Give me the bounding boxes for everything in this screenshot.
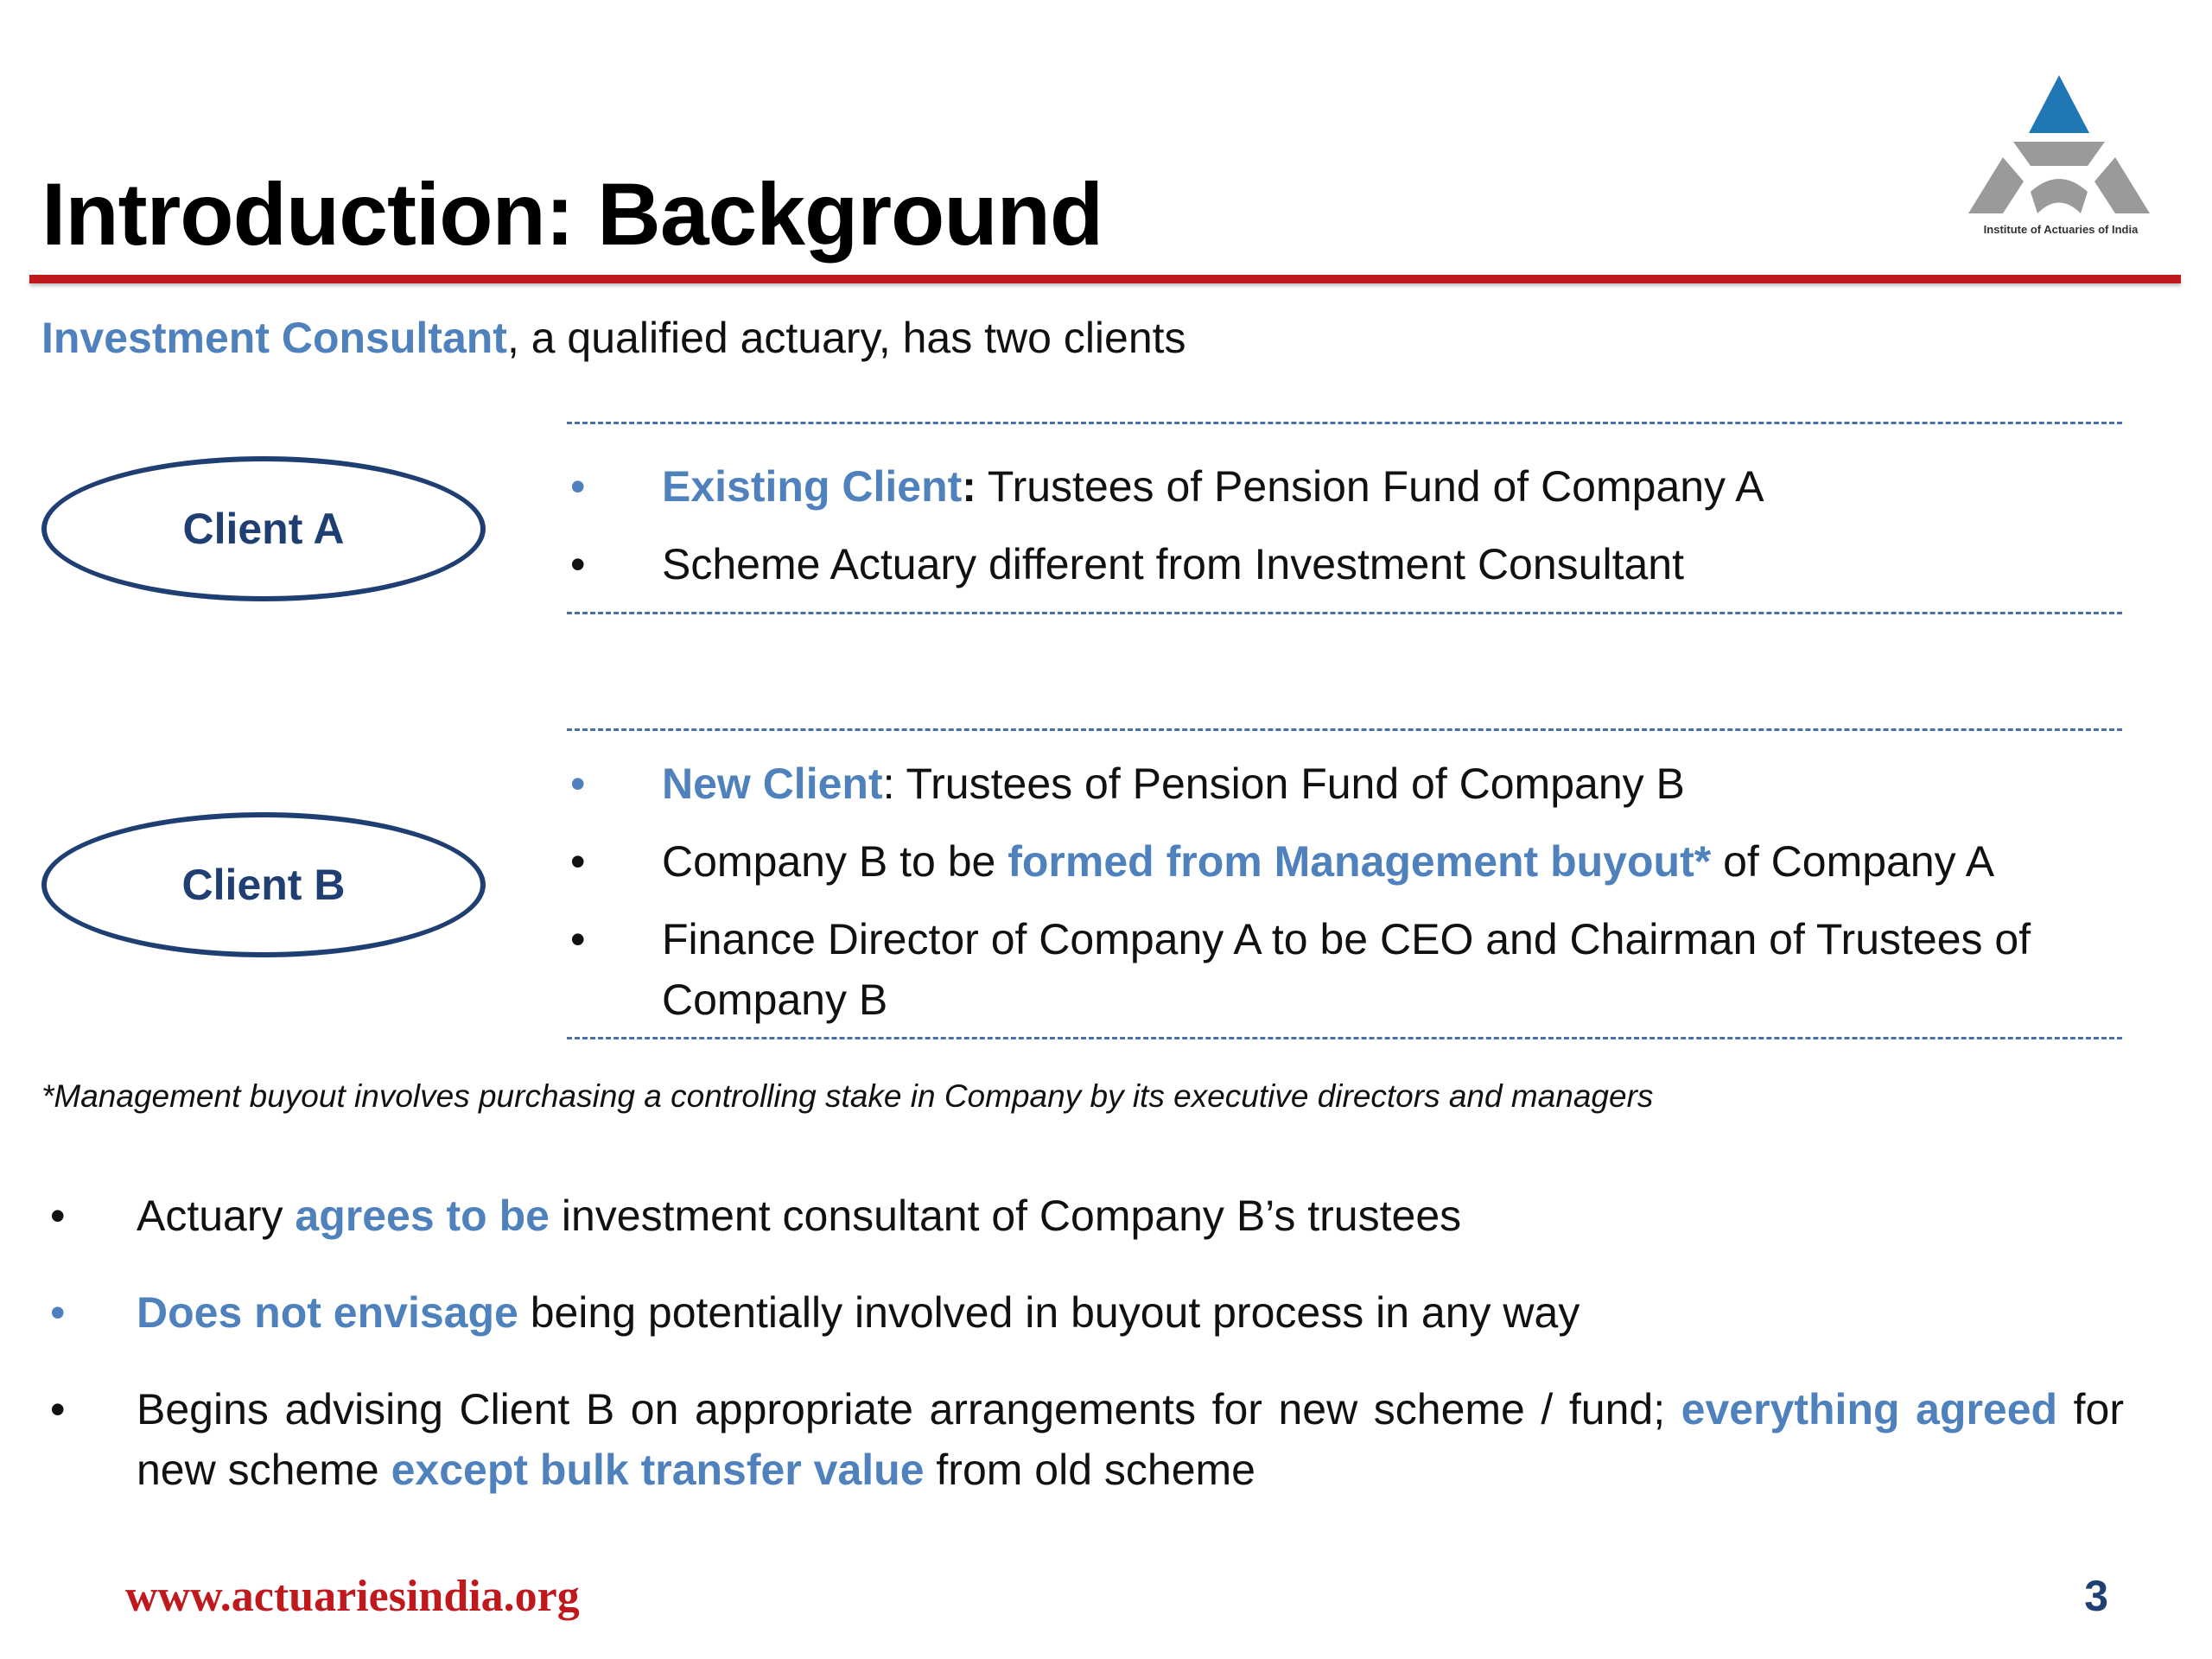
logo-caption: Institute of Actuaries of India bbox=[1983, 223, 2139, 236]
new-client-text: : Trustees of Pension Fund of Company B bbox=[882, 760, 1685, 808]
bullet-dot: • bbox=[570, 462, 586, 511]
bullet-dot: • bbox=[50, 1288, 66, 1337]
lower-bullet-3 bbox=[50, 1379, 2124, 1500]
client-b-oval bbox=[41, 812, 486, 957]
advising-post: from old scheme bbox=[924, 1446, 1255, 1494]
envisage-post: being potentially involved in buyout process in any way bbox=[518, 1288, 1580, 1337]
client-b-bullet-2 bbox=[570, 831, 2126, 892]
intro-line bbox=[41, 313, 1186, 363]
page-number: 3 bbox=[2084, 1572, 2108, 1620]
client-b-label: Client B bbox=[181, 861, 346, 909]
buyout-highlight: formed from Management buyout* bbox=[1007, 837, 1712, 886]
website-link[interactable]: www.actuariesindia.org bbox=[125, 1572, 580, 1621]
bulk-transfer-highlight: except bulk transfer value bbox=[391, 1446, 925, 1494]
envisage-highlight: Does not envisage bbox=[137, 1288, 518, 1337]
client-a-bullet-1 bbox=[570, 456, 2126, 517]
buyout-post: of Company A bbox=[1711, 837, 1995, 886]
client-b-bottom-divider bbox=[567, 1037, 2122, 1039]
client-b-bullet-3 bbox=[570, 909, 2126, 1030]
title-underline bbox=[29, 275, 2181, 283]
intro-highlight: Investment Consultant bbox=[41, 314, 507, 362]
client-b-top-divider bbox=[567, 728, 2122, 731]
existing-client-highlight: Existing Client bbox=[662, 462, 963, 511]
client-a-top-divider bbox=[567, 422, 2122, 424]
advising-pre: Begins advising Client B on appropriate arrangements for new scheme / fund; bbox=[137, 1385, 1681, 1433]
bullet-dot: • bbox=[570, 760, 586, 808]
client-b-bullet-1 bbox=[570, 753, 2126, 814]
buyout-footnote: *Management buyout involves purchasing a controlling stake in Company by its executive directors and managers bbox=[41, 1078, 1654, 1114]
client-a-bullet-2 bbox=[570, 534, 2126, 594]
existing-client-text: Trustees of Pension Fund of Company A bbox=[976, 462, 1764, 511]
finance-director-text: Finance Director of Company A to be CEO and Chairman of Trustees of Company B bbox=[662, 915, 2031, 1024]
advising-mid: for new scheme bbox=[137, 1385, 2124, 1494]
bullet-dot: • bbox=[570, 915, 586, 963]
client-a-bottom-divider bbox=[567, 612, 2122, 614]
lower-bullet-2 bbox=[50, 1282, 2124, 1343]
scheme-actuary-text: Scheme Actuary different from Investment Consultant bbox=[662, 540, 1684, 588]
agrees-pre: Actuary bbox=[137, 1192, 296, 1240]
bullet-dot: • bbox=[570, 837, 586, 886]
agrees-highlight: agrees to be bbox=[295, 1192, 550, 1240]
bullet-dot: • bbox=[50, 1192, 66, 1240]
everything-agreed-highlight: everything agreed bbox=[1681, 1385, 2058, 1433]
client-a-oval bbox=[41, 456, 486, 601]
intro-text: , a qualified actuary, has two clients bbox=[506, 314, 1186, 362]
bullet-dot: • bbox=[50, 1385, 66, 1433]
actuaries-logo-icon bbox=[1951, 71, 2167, 244]
existing-client-sep: : bbox=[962, 462, 976, 511]
agrees-post: investment consultant of Company B’s trustees bbox=[549, 1192, 1462, 1240]
new-client-highlight: New Client bbox=[662, 760, 883, 808]
page-title: Introduction: Background bbox=[41, 165, 1103, 264]
bullet-dot: • bbox=[570, 540, 586, 588]
lower-bullet-1 bbox=[50, 1185, 2124, 1246]
buyout-pre: Company B to be bbox=[662, 837, 1008, 886]
client-a-label: Client A bbox=[182, 505, 345, 553]
